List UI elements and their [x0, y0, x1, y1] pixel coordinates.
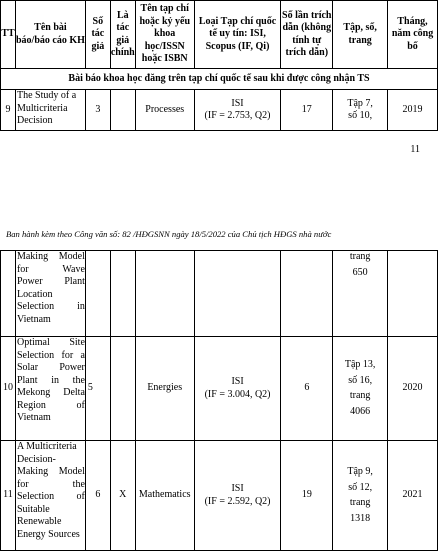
title-line: Plant in the	[16, 374, 85, 386]
row-tt: 11	[1, 441, 16, 551]
title-line: Selection in	[16, 301, 85, 312]
section-row	[1, 69, 438, 90]
row-authors: 6	[85, 441, 110, 551]
row-citations: 19	[281, 441, 333, 551]
volume-line: số 12,	[348, 481, 373, 493]
row-title	[15, 337, 85, 441]
title-line: Vietnam	[16, 313, 51, 325]
header-journal: Tên tạp chí hoặc kỷ yếu khoa học/ISSN hoặc ISBN	[135, 1, 194, 69]
table-row	[1, 441, 438, 551]
row-main-author	[110, 90, 135, 131]
row-tt	[1, 251, 16, 337]
section-label: Bài báo khoa học đăng trên tạp chí quốc tế sau khi được công nhận TS	[1, 69, 438, 90]
title-line: Suitable	[16, 503, 50, 515]
header-journal-type: Loại Tạp chí quốc tế uy tín: ISI, Scopus (IF, Qi)	[194, 1, 281, 69]
title-line: for Wave	[16, 263, 85, 275]
row-citations	[281, 251, 333, 337]
row-title	[15, 441, 85, 551]
title-line: Renewable	[16, 516, 62, 527]
volume-line: trang	[349, 497, 371, 508]
page-number: 11	[410, 144, 420, 155]
title-line: Power Plant	[16, 276, 85, 287]
journal-impact: (IF = 2.592, Q2)	[204, 495, 271, 507]
journal-index: ISI	[231, 483, 244, 494]
row-year: 2019	[388, 90, 438, 131]
table-row	[1, 251, 438, 337]
journal-index: ISI	[231, 97, 244, 109]
row-year: 2020	[388, 337, 438, 441]
row-journal	[135, 251, 194, 337]
volume-line: số 10,	[348, 110, 373, 121]
volume-line: 650	[352, 266, 368, 278]
row-authors: 5	[85, 337, 110, 441]
row-authors	[85, 251, 110, 337]
row-citations: 17	[281, 90, 333, 131]
table-row	[1, 90, 438, 131]
header-citations: Số lần trích dẫn (không tính tự trích dẫn)	[281, 1, 333, 69]
title-line: Multicriteria	[16, 102, 68, 114]
title-line: Location	[16, 288, 53, 300]
issued-note: Ban hành kèm theo Công văn số: 82 /HĐGSNN ngày 18/5/2022 của Chủ tịch HĐGS nhà nước	[6, 229, 332, 239]
row-journal-type	[194, 251, 281, 337]
row-journal-type	[194, 90, 281, 131]
row-volume	[333, 251, 388, 337]
publications-table-top	[0, 0, 438, 131]
header-volume: Tập, số, trang	[333, 1, 388, 69]
title-line: Making Model	[16, 251, 85, 262]
row-journal: Energies	[135, 337, 194, 441]
table-row	[1, 337, 438, 441]
volume-line: trang	[349, 251, 371, 262]
header-author-count: Số tác giả	[85, 1, 110, 69]
volume-line: 4066	[350, 405, 371, 417]
row-main-author	[110, 337, 135, 441]
journal-impact: (IF = 2.753, Q2)	[204, 110, 271, 121]
journal-index: ISI	[231, 376, 244, 387]
title-line: Optimal Site	[16, 337, 85, 348]
row-title	[15, 90, 85, 131]
row-journal-type	[194, 441, 281, 551]
volume-line: số 16,	[348, 374, 373, 386]
row-year: 2021	[388, 441, 438, 551]
row-main-author: X	[110, 441, 135, 551]
title-line: Selection for a	[16, 349, 85, 361]
row-main-author	[110, 251, 135, 337]
title-line: Making Model	[16, 466, 85, 477]
row-volume	[333, 90, 388, 131]
row-journal: Processes	[135, 90, 194, 131]
volume-line: Tập 13,	[344, 359, 376, 370]
volume-line: Tập 7,	[347, 97, 373, 109]
row-tt: 10	[1, 337, 16, 441]
row-authors: 3	[85, 90, 110, 131]
title-line: Mekong Delta	[16, 387, 85, 398]
volume-line: Tập 9,	[347, 466, 373, 477]
title-line: Region of	[16, 399, 85, 411]
volume-line: 1318	[350, 512, 371, 524]
page-break	[0, 166, 438, 220]
row-volume	[333, 441, 388, 551]
row-journal-type	[194, 337, 281, 441]
title-line: Energy Sources	[16, 528, 80, 540]
header-tt: TT	[1, 1, 16, 69]
row-title	[15, 251, 85, 337]
title-line: Selection of	[16, 491, 85, 502]
title-line: The Study of a	[16, 90, 77, 101]
publications-table-bottom	[0, 250, 438, 551]
header-row	[1, 1, 438, 69]
title-line: Vietnam	[16, 412, 51, 423]
row-journal: Mathematics	[135, 441, 194, 551]
row-year	[388, 251, 438, 337]
title-line: Solar Power	[16, 362, 85, 373]
header-main-author: Là tác giả chính	[110, 1, 135, 69]
title-line: Decision-	[16, 453, 56, 465]
title-line: Decision	[16, 115, 53, 126]
title-line: A Multicriteria	[16, 441, 77, 452]
row-volume	[333, 337, 388, 441]
volume-line: trang	[349, 390, 371, 401]
row-citations: 6	[281, 337, 333, 441]
header-title: Tên bài báo/báo cáo KH	[15, 1, 85, 69]
title-line: for the	[16, 478, 85, 490]
row-tt: 9	[1, 90, 16, 131]
header-year: Tháng, năm công bố	[388, 1, 438, 69]
journal-impact: (IF = 3.004, Q2)	[204, 388, 271, 400]
